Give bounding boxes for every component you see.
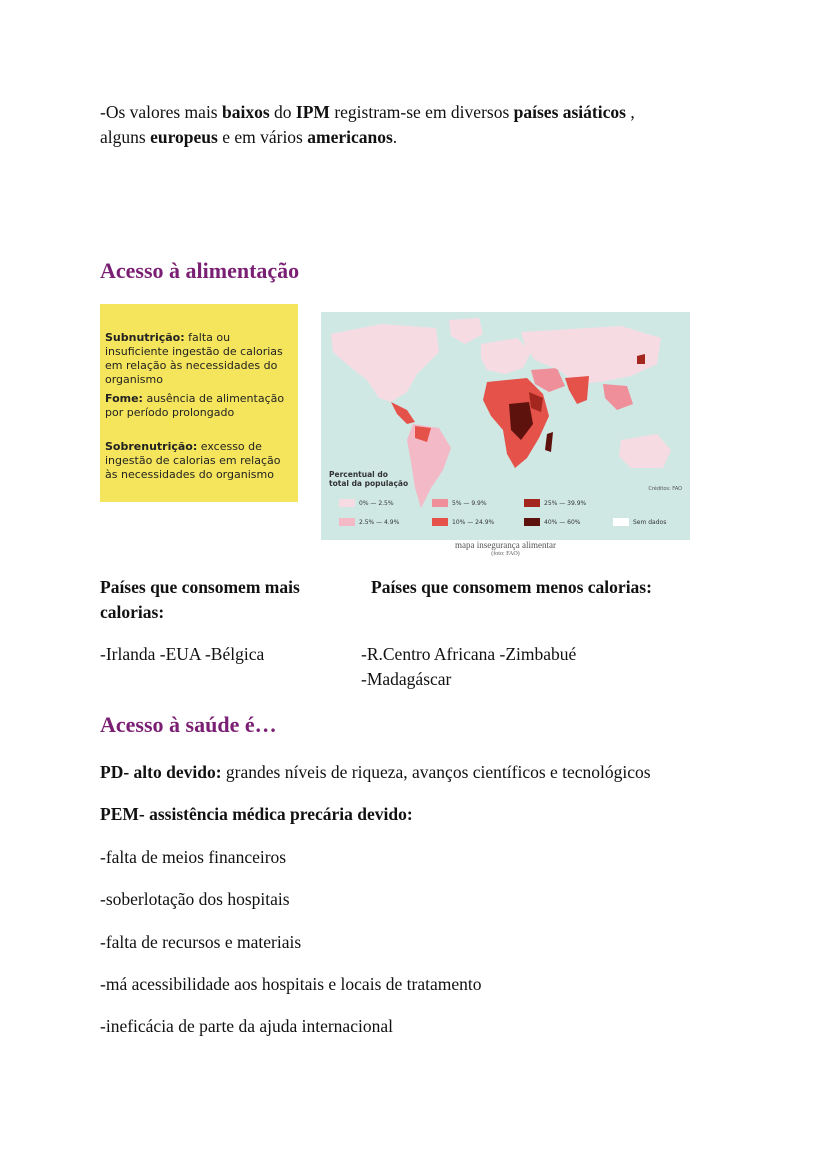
more-calories-heading: Países que consomem mais calorias: bbox=[100, 577, 300, 622]
intro-line-2: alguns europeus e em vários americanos. bbox=[100, 127, 398, 147]
definition-undernutrition: Subnutrição: falta ou insuficiente ingestão de calorias em relação às necessidades do organismo bbox=[105, 331, 283, 386]
map-central-america bbox=[391, 402, 415, 424]
map-caption-source: (foto: FAO) bbox=[491, 551, 520, 557]
list-item: -má acessibilidade aos hospitais e locais de tratamento bbox=[100, 974, 482, 994]
definitions-note bbox=[100, 304, 298, 502]
pd-line: PD- alto devido: grandes níveis de riqueza, avanços científicos e tecnológicos bbox=[100, 762, 651, 782]
legend-item-6: Sem dados bbox=[613, 518, 666, 526]
less-calories-heading: Países que consomem menos calorias: bbox=[371, 577, 652, 597]
legend-swatch bbox=[524, 499, 540, 507]
legend-item-1: 5% — 9.9% bbox=[432, 499, 487, 507]
definition-hunger: Fome: ausência de alimentação por período prolongado bbox=[105, 392, 285, 419]
map-credit: Créditos: FAO bbox=[648, 486, 682, 492]
legend-item-4: 10% — 24.9% bbox=[432, 518, 494, 526]
legend-swatch bbox=[432, 499, 448, 507]
intro-line-1: -Os valores mais baixos do IPM registram-se em diversos países asiáticos , bbox=[100, 102, 635, 122]
legend-title: Percentual do total da população bbox=[329, 470, 409, 488]
map-south-asia bbox=[565, 376, 589, 404]
map-southeast-asia bbox=[603, 384, 633, 410]
legend-swatch bbox=[613, 518, 629, 526]
less-calories-list-line-1: -R.Centro Africana -Zimbabué bbox=[361, 644, 577, 664]
legend-item-2: 25% — 39.9% bbox=[524, 499, 586, 507]
more-calories-list: -Irlanda -EUA -Bélgica bbox=[100, 644, 265, 664]
list-item: -soberlotação dos hospitais bbox=[100, 889, 290, 909]
map-south-america bbox=[407, 424, 451, 508]
legend-item-3: 2.5% — 4.9% bbox=[339, 518, 399, 526]
food-insecurity-map bbox=[321, 312, 690, 540]
map-north-america bbox=[331, 324, 439, 402]
legend-swatch bbox=[339, 518, 355, 526]
map-caption: mapa insegurança alimentar bbox=[455, 540, 556, 550]
section-heading-food: Acesso à alimentação bbox=[100, 258, 300, 283]
legend-swatch bbox=[524, 518, 540, 526]
less-calories-list-line-2: -Madagáscar bbox=[361, 669, 452, 689]
map-madagascar bbox=[545, 432, 553, 452]
list-item: -falta de meios financeiros bbox=[100, 847, 287, 867]
legend-swatch bbox=[339, 499, 355, 507]
section-heading-health: Acesso à saúde é… bbox=[100, 712, 277, 737]
map-greenland bbox=[449, 318, 483, 344]
list-item: -falta de recursos e materiais bbox=[100, 932, 302, 952]
intro-paragraph bbox=[100, 100, 740, 150]
legend-swatch bbox=[432, 518, 448, 526]
legend-item-5: 40% — 60% bbox=[524, 518, 581, 526]
legend-item-0: 0% — 2.5% bbox=[339, 499, 394, 507]
list-item: -ineficácia de parte da ajuda internacional bbox=[100, 1016, 393, 1036]
definition-overnutrition: Sobrenutrição: excesso de ingestão de calorias em relação às necessidades do organismo bbox=[105, 440, 281, 481]
map-europe bbox=[481, 338, 531, 374]
map-australia bbox=[619, 434, 671, 468]
pem-line: PEM- assistência médica precária devido: bbox=[100, 804, 413, 824]
